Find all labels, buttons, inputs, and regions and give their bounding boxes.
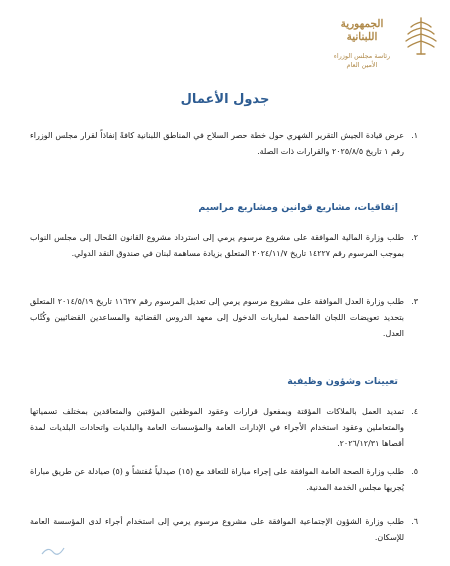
item-number: ١. [411, 131, 418, 140]
item-number: ٢. [411, 233, 418, 242]
logo-title-line1: الجمهورية [340, 18, 384, 30]
item-number: ٥. [411, 467, 418, 476]
item-text: طلب وزارة الشؤون الإجتماعية الموافقة على مشروع مرسوم يرمي إلى استخدام أجراء لدى المؤسسة العامة للإسكان. [30, 517, 404, 542]
item-text: عرض قيادة الجيش التقرير الشهري حول خطة حصر السلاح في المناطق اللبنانية كافةً إنفاذاً لقرار مجلس الوزراء رقم ١ تاريخ ٢٠٢٥/٨/٥ والقرارات ذات الصلة. [30, 131, 404, 156]
item-number: ٤. [411, 407, 418, 416]
logo-title [322, 18, 402, 44]
logo-subtitle [322, 52, 402, 70]
logo-subtitle-line2: الأمين العام [346, 61, 378, 69]
section-heading-appointments: تعيينات وشؤون وظيفية [287, 376, 398, 387]
section-heading-agreements: إتفاقيات، مشاريع قوانين ومشاريع مراسيم [198, 202, 398, 213]
item-text: طلب وزارة المالية الموافقة على مشروع مرسوم يرمي إلى استرداد مشروع القانون المُحال إلى مجلس النواب بموجب المرسوم رقم ١٤٢٢٧ تاريخ ٢٠٢٤/١١/٧ المتعلق بزيادة مساهمة لبنان في صندوق النقد الدولي. [30, 233, 404, 258]
item-text: طلب وزارة الصحة العامة الموافقة على إجراء مباراة للتعاقد مع (١٥) صيدلياً مُفتشاً و (٥) صيادلة عن طريق مباراة يُجريها مجلس الخدمة المدنية. [30, 467, 405, 492]
logo-title-line2: اللبنانية [346, 31, 378, 43]
agenda-item [30, 464, 418, 496]
item-number: ٦. [411, 517, 418, 526]
cedar-icon [404, 14, 438, 58]
logo-subtitle-line1: رئاسة مجلس الوزراء [333, 52, 391, 60]
item-text: طلب وزارة العدل الموافقة على مشروع مرسوم يرمي إلى تعديل المرسوم رقم ١١٦٢٧ تاريخ ٢٠١٤/٥/١٩ المتعلق بتحديد تعويضات اللجان الفاحصة لمباريات الدخول إلى معهد الدروس القضائية والمساعدين القضائيين وكُتّاب العدل. [30, 297, 405, 338]
item-number: ٣. [411, 297, 418, 306]
agenda-item [30, 514, 418, 546]
agenda-item [30, 294, 418, 342]
item-text: تمديد العمل بالملاكات المؤقتة وبمفعول قرارات وعقود الموظفين المؤقتين والمتعاقدين بمختلف تسمياتها والمتعاملين وعقود استخدام الأجراء في الإدارات العامة والمؤسسات العامة والبلديات واتحادات البلديات لمدة أقصاها ٢٠٢٦/١٢/٣١. [30, 407, 404, 448]
lebanon-presidency-logo [318, 14, 438, 84]
page-title: جدول الأعمال [180, 92, 270, 107]
agenda-item [30, 404, 418, 452]
agenda-item [30, 230, 418, 262]
agenda-item [30, 128, 418, 160]
signature-mark-icon [40, 544, 66, 558]
